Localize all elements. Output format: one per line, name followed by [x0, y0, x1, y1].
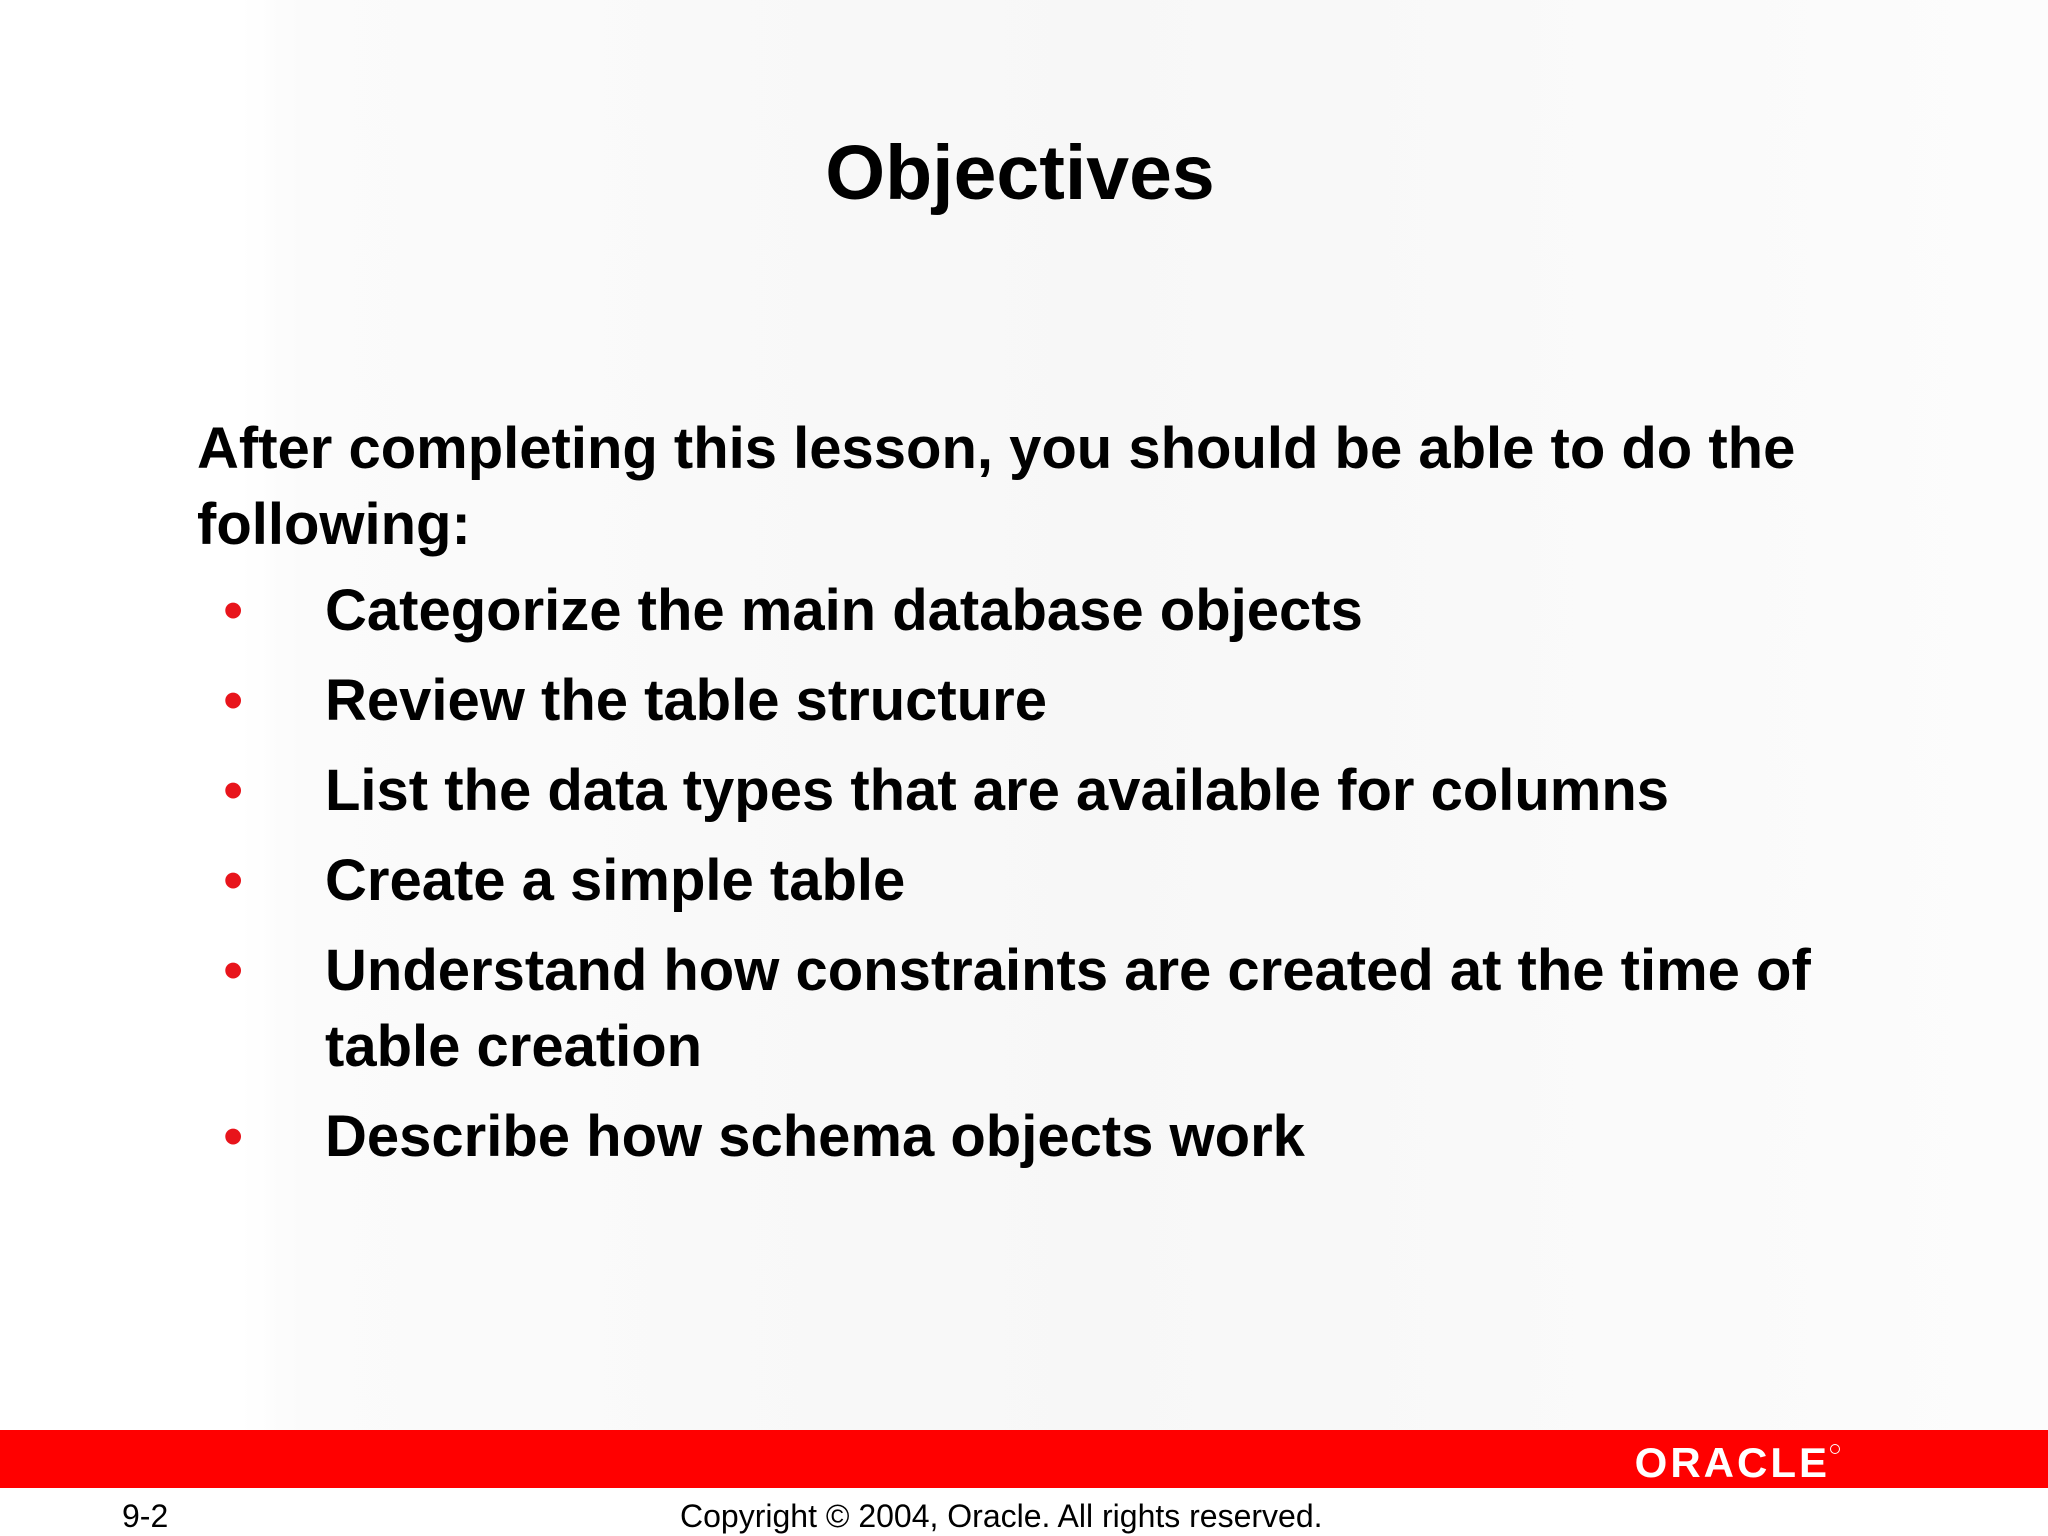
list-item	[197, 843, 1897, 919]
list-item-text: Create a simple table	[325, 848, 906, 913]
list-item-text: Describe how schema objects work	[325, 1104, 1305, 1169]
list-item	[197, 663, 1897, 739]
bullet-icon: •	[223, 668, 244, 733]
list-item-text: List the data types that are available for columns	[325, 758, 1670, 823]
list-item-text: Review the table structure	[325, 668, 1047, 733]
page-number: 9-2	[122, 1498, 169, 1534]
oracle-logo: ORACLE	[1634, 1439, 1830, 1486]
copyright-text: Copyright © 2004, Oracle. All rights reserved.	[680, 1498, 1323, 1534]
bullet-icon: •	[223, 848, 244, 913]
list-item	[197, 573, 1897, 649]
list-item-text: Understand how constraints are created at the time of table creation	[325, 938, 1811, 1079]
list-item	[197, 933, 1897, 1085]
bullet-icon: •	[223, 1104, 244, 1169]
list-item	[197, 753, 1897, 829]
bullet-icon: •	[223, 578, 244, 643]
bullet-icon: •	[223, 758, 244, 823]
list-item-text: Categorize the main database objects	[325, 578, 1363, 643]
slide-title: Objectives	[825, 130, 1215, 216]
list-item	[197, 1099, 1897, 1175]
objectives-list	[197, 573, 1897, 1175]
bullet-icon: •	[223, 938, 244, 1003]
slide-content	[197, 411, 1897, 1189]
registered-mark-icon	[1830, 1444, 1840, 1454]
intro-text: After completing this lesson, you should be able to do the following:	[197, 416, 1796, 557]
